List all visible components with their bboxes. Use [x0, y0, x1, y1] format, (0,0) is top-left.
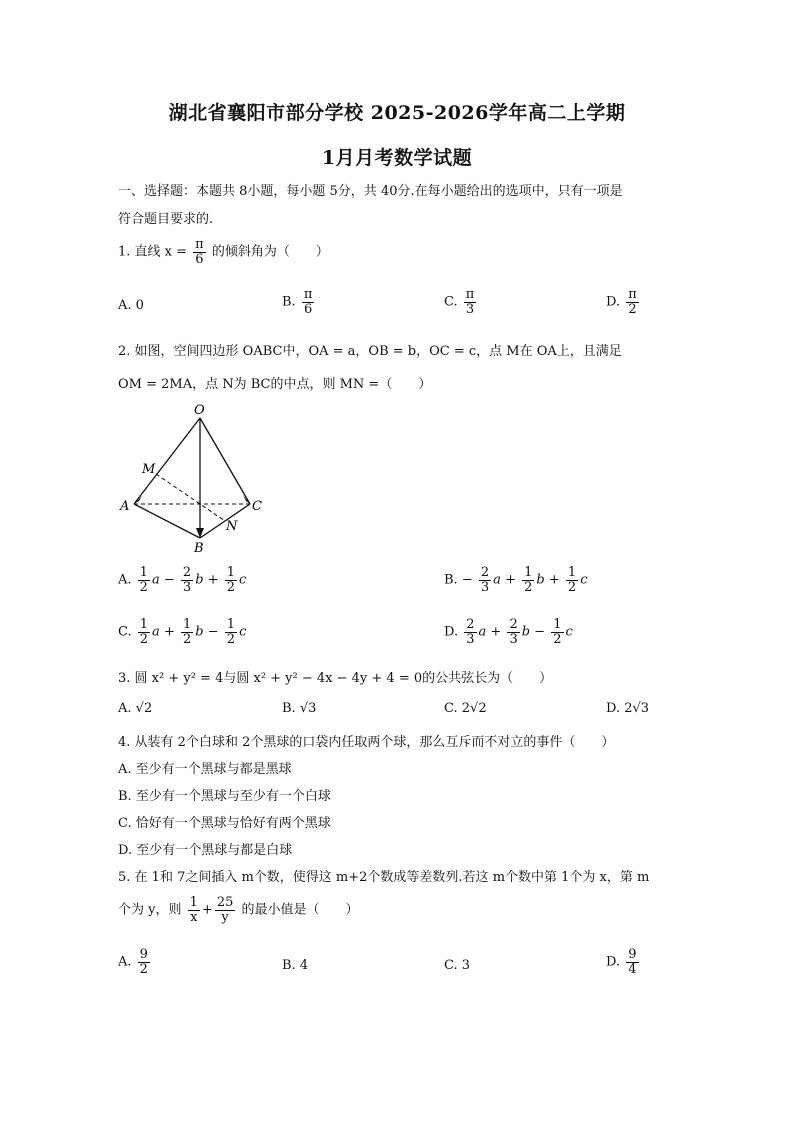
segment-mn: [156, 474, 225, 521]
label-m: M: [142, 462, 156, 477]
q3-option-a: [118, 701, 152, 716]
vector-var: a: [151, 572, 160, 588]
q4-option-c: [118, 812, 331, 831]
frac-den: 3: [465, 301, 475, 317]
question-4-stem: 4. 从装有 2个白球和 2个黑球的口袋内任取两个球，那么互斥而不对立的事件（ ）: [118, 735, 615, 750]
frac-num: 1: [553, 617, 562, 632]
frac-den: 2: [226, 579, 235, 595]
frac-den: 3: [466, 631, 475, 647]
frac-num: π: [303, 287, 313, 302]
frac: [225, 618, 237, 646]
operator: +: [505, 572, 516, 588]
frac-num: 1: [183, 617, 192, 632]
frac: [522, 566, 534, 594]
vector-var: b: [521, 624, 531, 640]
frac: [181, 618, 193, 646]
vector-var: a: [152, 624, 160, 640]
frac-num: 1: [226, 565, 235, 580]
option-label: A.: [118, 954, 132, 970]
q5-fraction-2: [215, 896, 236, 924]
q4-option-b: [118, 785, 331, 804]
frac-num: 9: [628, 947, 637, 962]
option-label: B.: [118, 789, 132, 804]
q1-stem-prefix: 1. 直线 x =: [118, 244, 188, 260]
frac-den: y: [221, 909, 229, 925]
option-label: A.: [118, 701, 132, 716]
option-label: A.: [118, 572, 132, 588]
option-text: 2√3: [624, 701, 650, 716]
frac-den: x: [190, 909, 198, 925]
q1-option-b: [282, 288, 316, 316]
option-label: C.: [118, 816, 132, 831]
frac: [551, 618, 563, 646]
frac-num: 2: [509, 617, 518, 632]
q3-option-d: [606, 701, 649, 716]
frac: [138, 618, 150, 646]
option-label: D.: [606, 294, 621, 310]
q5-text: 个为 y，则: [118, 902, 182, 918]
label-c: C: [252, 499, 262, 514]
q2-option-d: [444, 618, 573, 646]
question-2-stem: 2. 如图，空间四边形 OABC中，OA = a，OB = b，OC = c，点 M在 OA上，且满足: [118, 344, 622, 359]
operator: −: [207, 624, 219, 640]
option-label: C.: [118, 624, 132, 640]
frac-num: 1: [189, 895, 198, 910]
frac: [464, 618, 476, 646]
option-text: 至少有一个黑球与都是白球: [136, 843, 293, 858]
frac-num: 1: [139, 617, 149, 632]
operator: +: [163, 624, 175, 640]
frac-den: 3: [480, 579, 490, 595]
option-text: 3: [461, 958, 471, 973]
frac-num: π: [465, 287, 475, 302]
frac-num: 2: [466, 617, 475, 632]
q3-option-b: [282, 701, 316, 716]
frac-den: 2: [139, 579, 148, 595]
q5-option-b: [282, 958, 308, 973]
frac: [566, 566, 578, 594]
frac-num: 9: [139, 947, 148, 962]
operator: +: [207, 572, 219, 588]
label-n: N: [226, 519, 238, 534]
operator: −: [163, 572, 175, 588]
frac: [181, 566, 193, 594]
frac: [225, 566, 237, 594]
option-text: 至少有一个黑球与至少有一个白球: [135, 789, 331, 804]
option-label: C.: [444, 294, 458, 310]
question-1-stem: [118, 238, 329, 266]
option-label: D.: [444, 624, 459, 640]
q2-option-b: [444, 566, 587, 594]
option-text: 0: [135, 298, 144, 313]
frac-den: 2: [226, 631, 236, 647]
frac-num: 1: [226, 617, 236, 632]
option-label: B.: [444, 572, 458, 588]
q1-option-c: [444, 288, 478, 316]
label-o: O: [194, 403, 205, 418]
q2-option-a: [118, 566, 246, 594]
option-label: B.: [282, 294, 296, 310]
section-intro: 一、选择题：本题共 8小题，每小题 5分，共 40分.在每小题给出的选项中，只有一项是: [118, 184, 623, 199]
edge-ab: [134, 504, 200, 538]
exam-title-line1: 湖北省襄阳市部分学校 2025-2026学年高二上学期: [168, 102, 626, 124]
vector-var: c: [239, 624, 247, 640]
option-label: C.: [444, 701, 458, 716]
section-intro-cont: 符合题目要求的.: [118, 212, 214, 227]
q1-fraction: [193, 238, 206, 266]
frac-den: 2: [139, 961, 148, 977]
frac-num: 2: [182, 565, 192, 580]
frac-num: 2: [480, 565, 490, 580]
vector-var: b: [195, 624, 204, 640]
option-label: D.: [118, 843, 133, 858]
frac-den: 2: [524, 579, 533, 595]
q1-stem-suffix: 的倾斜角为（ ）: [211, 244, 329, 260]
vector-var: c: [565, 624, 573, 640]
question-3-stem: 3. 圆 x² + y² = 4与圆 x² + y² − 4x − 4y + 4 = 0的公共弦长为（ ）: [118, 671, 553, 686]
operator: −: [461, 572, 473, 588]
question-5-stem: 5. 在 1和 7之间插入 m个数，使得这 m+2个数成等差数列.若这 m个数中第 1个为 x，第 m: [118, 870, 650, 885]
frac: [507, 618, 519, 646]
vector-var: b: [536, 572, 545, 588]
frac-den: 4: [628, 961, 637, 977]
vector-var: a: [478, 624, 487, 640]
option-label: D.: [606, 701, 621, 716]
q5-option-c: [444, 958, 470, 973]
label-a: A: [120, 499, 130, 514]
frac-num: 1: [139, 565, 148, 580]
frac-num: 25: [216, 895, 234, 910]
option-text: 恰好有一个黑球与恰好有两个黑球: [135, 816, 331, 831]
operator: +: [201, 902, 213, 918]
option-label: A.: [118, 762, 132, 777]
edge-oa: [134, 418, 200, 504]
q1-option-d: [606, 288, 641, 316]
option-text: √3: [299, 701, 317, 716]
frac-den: 2: [553, 631, 562, 647]
q4-option-a: [118, 758, 292, 777]
frac-den: 2: [567, 579, 577, 595]
frac-num: 1: [524, 565, 533, 580]
option-label: D.: [606, 954, 621, 970]
option-text: √2: [135, 701, 153, 716]
option-label: B.: [282, 701, 296, 716]
option-text: 2√2: [461, 701, 487, 716]
frac: [479, 566, 491, 594]
frac-num: 1: [567, 565, 577, 580]
frac-den: 3: [509, 631, 518, 647]
frac-den: 3: [182, 579, 192, 595]
frac-den: 2: [183, 631, 192, 647]
question-2-stem-cont: OM = 2MA，点 N为 BC的中点，则 MN =（ ）: [118, 377, 432, 392]
q1-frac-num: π: [195, 237, 204, 252]
frac-den: 6: [303, 301, 313, 317]
label-b: B: [194, 541, 204, 556]
exam-title-line2: 1月月考数学试题: [321, 147, 473, 169]
vector-var: a: [493, 572, 501, 588]
option-fraction: [464, 288, 477, 316]
question-5-stem-cont: [118, 896, 359, 924]
frac-num: π: [628, 287, 637, 302]
option-fraction: [302, 288, 315, 316]
q3-option-c: [444, 701, 487, 716]
option-text: 4: [299, 958, 309, 973]
option-fraction: [138, 948, 150, 976]
operator: −: [534, 624, 546, 640]
operator: +: [548, 572, 560, 588]
option-label: B.: [282, 958, 296, 973]
vector-var: c: [580, 572, 588, 588]
option-fraction: [626, 948, 638, 976]
operator: +: [490, 624, 502, 640]
tetrahedron-figure: [116, 398, 276, 558]
q5-option-d: [606, 948, 641, 976]
vector-var: b: [195, 572, 204, 588]
q4-option-d: [118, 839, 292, 858]
frac-den: 2: [628, 301, 637, 317]
edge-oc: [200, 418, 250, 504]
option-text: 至少有一个黑球与都是黑球: [135, 762, 292, 777]
frac: [138, 566, 150, 594]
vector-var: c: [238, 572, 247, 588]
option-label: A.: [118, 298, 132, 313]
q5-option-a: [118, 948, 152, 976]
frac-den: 2: [139, 631, 149, 647]
q1-frac-den: 6: [195, 251, 204, 267]
q5-text-suffix: 的最小值是（ ）: [241, 902, 359, 918]
q1-option-a: [118, 298, 144, 313]
q2-option-c: [118, 618, 246, 646]
option-label: C.: [444, 958, 458, 973]
q5-fraction-1: [188, 896, 200, 924]
option-fraction: [626, 288, 639, 316]
